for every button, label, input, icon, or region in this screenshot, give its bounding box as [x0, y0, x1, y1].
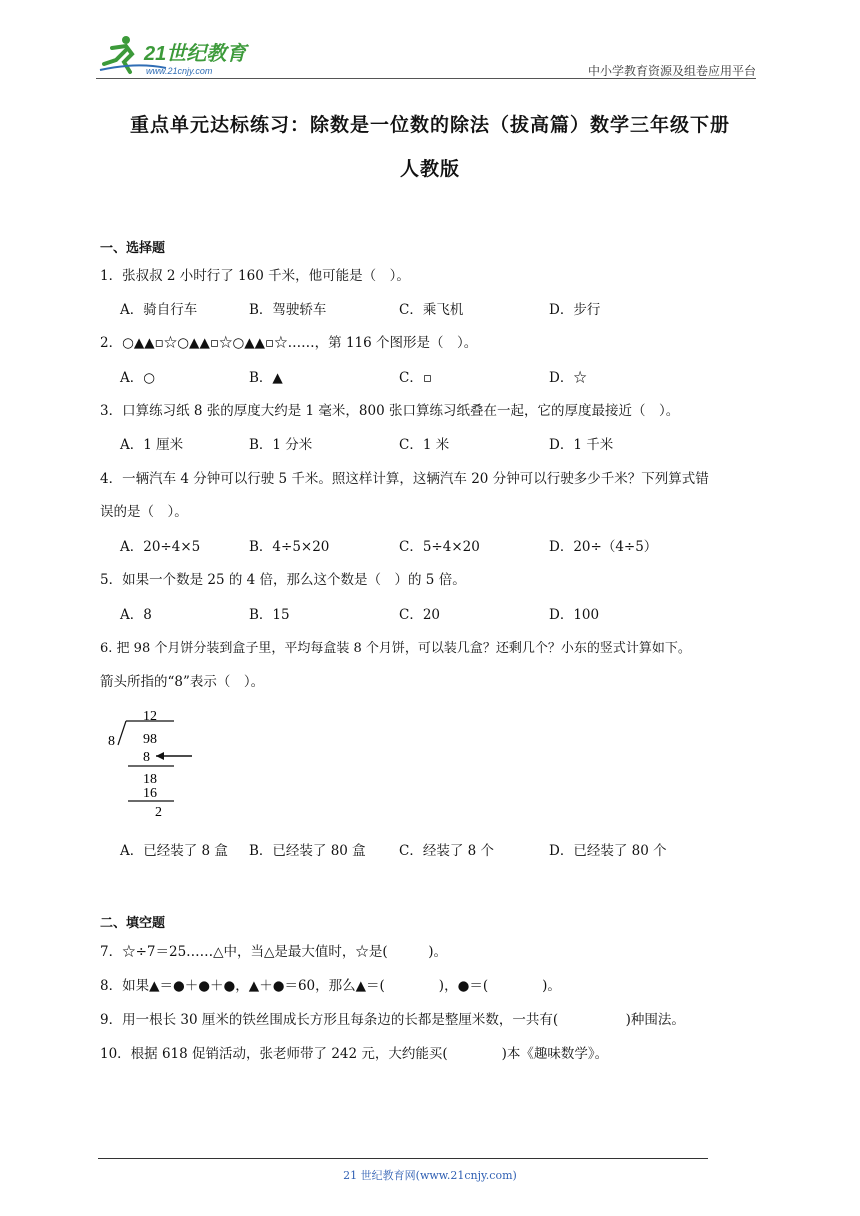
question-9: 9．用一根长 30 厘米的铁丝围成长方形且每条边的长都是整厘米数，一共有( )种围法。: [100, 1012, 685, 1028]
long-division-figure: [100, 703, 210, 823]
logo-url: www.21cnjy.com: [146, 66, 213, 76]
q2-option-c: C．▫: [399, 370, 432, 386]
section-heading-choice: 一、选择题: [100, 241, 166, 256]
footer-divider: [98, 1158, 708, 1159]
q2-option-a: A．○: [120, 370, 156, 386]
q4-option-a: A．20÷4×5: [120, 539, 201, 555]
q6-option-b: B．已经装了 80 盒: [249, 843, 366, 859]
division-dividend: 98: [143, 732, 157, 747]
question-6-line1: 6. 把 98 个月饼分装到盒子里，平均每盒装 8 个月饼，可以装几盒？还剩几个？小东的竖式计算如下。: [100, 641, 691, 656]
question-7: 7．☆÷7＝25……△中，当△是最大值时，☆是( )。: [100, 944, 447, 960]
section-heading-fill: 二、填空题: [100, 916, 166, 931]
q5-option-d: D．100: [549, 607, 600, 623]
site-logo: [96, 34, 266, 78]
q2-option-b: B．▲: [249, 370, 283, 386]
q4-option-b: B．4÷5×20: [249, 539, 330, 555]
question-4-line1: 4．一辆汽车 4 分钟可以行驶 5 千米。照这样计算，这辆汽车 20 分钟可以行驶多少千米？下列算式错: [100, 471, 709, 487]
runner-logo-icon: [96, 34, 266, 78]
header-divider: [96, 78, 756, 79]
q4-option-c: C．5÷4×20: [399, 539, 480, 555]
footer-text: 21 世纪教育网(www.21cnjy.com): [343, 1169, 517, 1182]
q5-option-c: C．20: [399, 607, 441, 623]
question-6-line2: 箭头所指的“8”表示（ ）。: [100, 674, 265, 690]
q3-option-c: C．1 米: [399, 437, 450, 453]
question-4-line2: 误的是（ ）。: [100, 504, 188, 520]
q3-option-b: B．1 分米: [249, 437, 313, 453]
q1-option-a: A．骑自行车: [120, 302, 198, 318]
logo-text: 21世纪教育: [144, 43, 247, 65]
division-step-18: 18: [143, 772, 157, 787]
question-2: 2．○▲▲▫☆○▲▲▫☆○▲▲▫☆……，第 116 个图形是（ ）。: [100, 335, 478, 351]
question-10: 10．根据 618 促销活动，张老师带了 242 元，大约能买( )本《趣味数学》。: [100, 1046, 609, 1062]
q6-option-a: A．已经装了 8 盒: [120, 843, 228, 859]
q3-option-a: A．1 厘米: [120, 437, 184, 453]
division-bracket: [118, 721, 126, 745]
q1-option-b: B．驾驶轿车: [249, 302, 327, 318]
q1-option-c: C．乘飞机: [399, 302, 464, 318]
question-5: 5．如果一个数是 25 的 4 倍，那么这个数是（ ）的 5 倍。: [100, 572, 466, 588]
page-title: 重点单元达标练习：除数是一位数的除法（拔高篇）数学三年级下册: [129, 114, 730, 136]
q1-option-d: D．步行: [549, 302, 601, 318]
division-step-8: 8: [143, 750, 150, 765]
platform-name: 中小学教育资源及组卷应用平台: [587, 64, 756, 78]
question-3: 3．口算练习纸 8 张的厚度大约是 1 毫米，800 张口算练习纸叠在一起，它的厚度最接近（ ）。: [100, 403, 680, 419]
division-quotient: 12: [143, 709, 157, 724]
q3-option-d: D．1 千米: [549, 437, 614, 453]
q6-option-d: D．已经装了 80 个: [549, 843, 667, 859]
q6-option-c: C．经装了 8 个: [399, 843, 495, 859]
question-8: 8．如果▲＝●＋●＋●，▲＋●＝60，那么▲＝( )，●＝( )。: [100, 978, 561, 994]
arrow-icon: [156, 752, 192, 760]
q5-option-b: B．15: [249, 607, 290, 623]
division-divisor: 8: [108, 734, 115, 749]
question-1: 1．张叔叔 2 小时行了 160 千米，他可能是（ ）。: [100, 268, 410, 284]
q5-option-a: A．8: [120, 607, 152, 623]
division-step-16: 16: [143, 786, 157, 801]
division-remainder: 2: [155, 805, 162, 820]
q2-option-d: D．☆: [549, 370, 587, 386]
q4-option-d: D．20÷（4÷5）: [549, 539, 658, 555]
page-subtitle: 人教版: [399, 158, 460, 180]
